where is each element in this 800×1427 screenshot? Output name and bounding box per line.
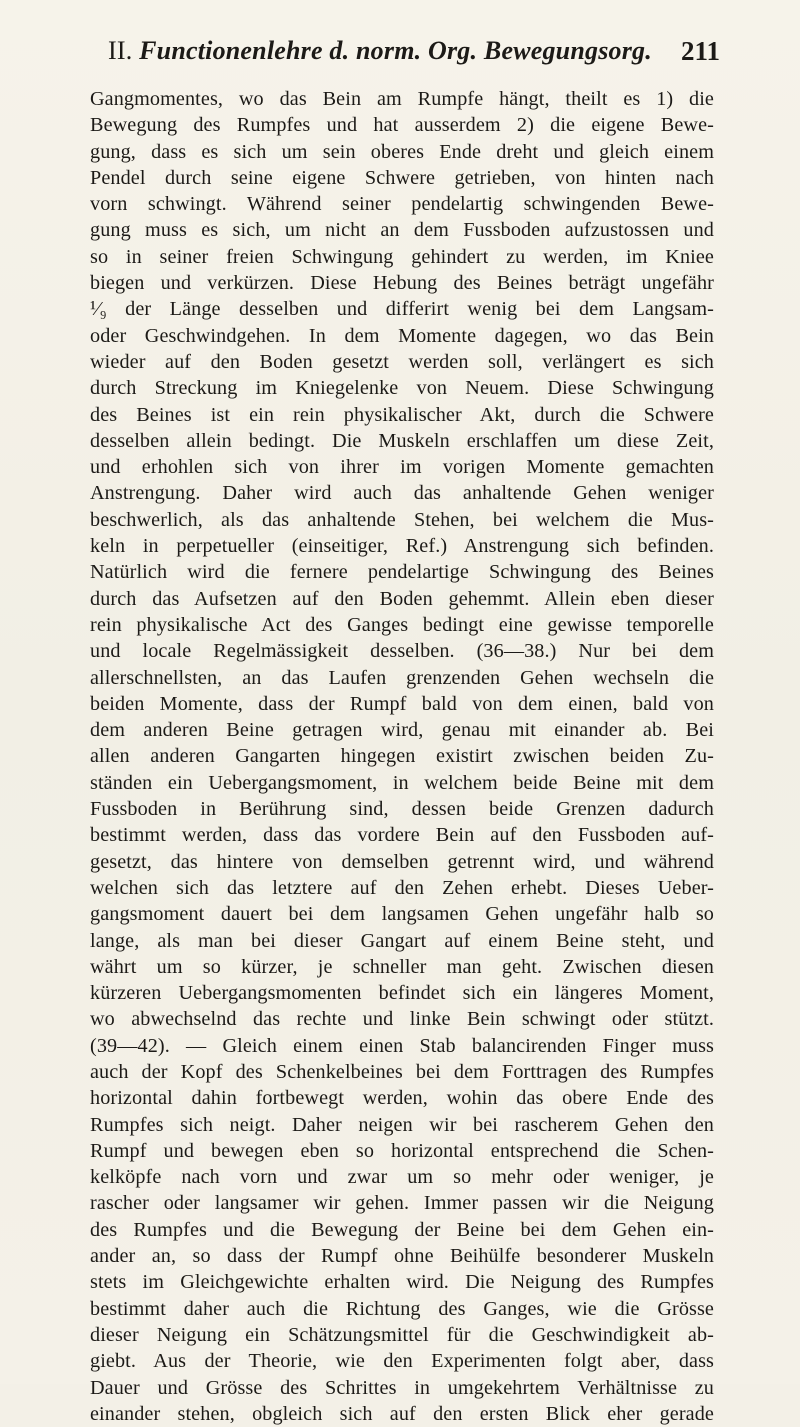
- text-line: währt um so kürzer, je schneller man geht. Zwischen diesen: [90, 955, 714, 978]
- text-line: rascher oder langsamer wir gehen. Immer passen wir die Neigung: [90, 1192, 714, 1215]
- body-text: [90, 86, 714, 1427]
- text-line: ¹⁄₉ der Länge desselben und differirt wenig bei dem Langsam-: [90, 298, 714, 321]
- text-line: so in seiner freien Schwingung gehindert zu werden, im Kniee: [90, 245, 714, 268]
- text-line: (39—42). — Gleich einem einen Stab balancirenden Finger muss: [90, 1034, 714, 1057]
- text-line: durch das Aufsetzen auf den Boden gehemmt. Allein eben dieser: [90, 587, 714, 610]
- running-head-title-group: [108, 36, 652, 66]
- text-line: des Rumpfes und die Bewegung der Beine bei dem Gehen ein-: [90, 1218, 714, 1241]
- text-line: wieder auf den Boden gesetzt werden soll, verlängert es sich: [90, 350, 714, 373]
- text-line: keln in perpetueller (einseitiger, Ref.) Anstrengung sich befinden.: [90, 535, 714, 558]
- text-line: Rumpfes sich neigt. Daher neigen wir bei rascherem Gehen den: [90, 1113, 714, 1136]
- text-line: einander stehen, obgleich sich auf den ersten Blick eher gerade: [90, 1402, 714, 1425]
- section-number: II.: [108, 36, 133, 65]
- text-line: Fussboden in Berührung sind, dessen beide Grenzen dadurch: [90, 798, 714, 821]
- text-line: Natürlich wird die fernere pendelartige Schwingung des Beines: [90, 561, 714, 584]
- text-line: kürzeren Uebergangsmomenten befindet sich ein längeres Moment,: [90, 982, 714, 1005]
- text-line: lange, als man bei dieser Gangart auf einem Beine steht, und: [90, 929, 714, 952]
- text-line: desselben allein bedingt. Die Muskeln erschlaffen um diese Zeit,: [90, 429, 714, 452]
- text-line: gung, dass es sich um sein oberes Ende dreht und gleich einem: [90, 140, 714, 163]
- text-line: auch der Kopf des Schenkelbeines bei dem Forttragen des Rumpfes: [90, 1060, 714, 1083]
- text-line: gung muss es sich, um nicht an dem Fussboden aufzustossen und: [90, 219, 714, 242]
- text-line: vorn schwingt. Während seiner pendelartig schwingenden Bewe-: [90, 193, 714, 216]
- text-line: oder Geschwindgehen. In dem Momente dagegen, wo das Bein: [90, 324, 714, 347]
- text-line: beschwerlich, als das anhaltende Stehen, bei welchem die Mus-: [90, 508, 714, 531]
- page-number: 211: [680, 36, 720, 66]
- text-line: rein physikalische Act des Ganges bedingt eine gewisse temporelle: [90, 613, 714, 636]
- text-line: Anstrengung. Daher wird auch das anhaltende Gehen weniger: [90, 482, 714, 505]
- text-line: horizontal dahin fortbewegt werden, wohin das obere Ende des: [90, 1087, 714, 1110]
- text-line: wo abwechselnd das rechte und linke Bein schwingt oder stützt.: [90, 1008, 714, 1031]
- text-line: Gangmomentes, wo das Bein am Rumpfe hängt, theilt es 1) die: [90, 88, 714, 110]
- text-line: Bewegung des Rumpfes und hat ausserdem 2) die eigene Bewe-: [90, 114, 714, 137]
- text-line: gangsmoment dauert bei dem langsamen Gehen ungefähr halb so: [90, 903, 714, 926]
- text-line: kelköpfe nach vorn und zwar um so mehr oder weniger, je: [90, 1166, 714, 1189]
- running-head-title: Functionenlehre d. norm. Org. Bewegungsorg.: [139, 36, 652, 65]
- text-line: welchen sich das letztere auf den Zehen erhebt. Dieses Ueber-: [90, 876, 714, 899]
- text-line: gesetzt, das hintere von demselben getrennt wird, und während: [90, 850, 714, 873]
- text-line: allerschnellsten, an das Laufen grenzenden Gehen wechseln die: [90, 666, 714, 689]
- text-line: bestimmt daher auch die Richtung des Ganges, wie die Grösse: [90, 1297, 714, 1320]
- text-line: ander an, so dass der Rumpf ohne Beihülfe besonderer Muskeln: [90, 1245, 714, 1268]
- running-head: [88, 36, 720, 66]
- text-line: biegen und verkürzen. Diese Hebung des Beines beträgt ungefähr: [90, 272, 714, 295]
- text-line: Dauer und Grösse des Schrittes in umgekehrtem Verhältnisse zu: [90, 1376, 714, 1399]
- text-line: des Beines ist ein rein physikalischer Akt, durch die Schwere: [90, 403, 714, 426]
- text-line: allen anderen Gangarten hingegen existirt zwischen beiden Zu-: [90, 745, 714, 768]
- text-line: Pendel durch seine eigene Schwere getrieben, von hinten nach: [90, 166, 714, 189]
- text-line: und erhohlen sich von ihrer im vorigen Momente gemachten: [90, 456, 714, 479]
- text-line: stets im Gleichgewichte erhalten wird. Die Neigung des Rumpfes: [90, 1271, 714, 1294]
- text-line: giebt. Aus der Theorie, wie den Experimenten folgt aber, dass: [90, 1350, 714, 1373]
- text-line: bestimmt werden, dass das vordere Bein auf den Fussboden auf-: [90, 824, 714, 847]
- text-line: dem anderen Beine getragen wird, genau mit einander ab. Bei: [90, 719, 714, 742]
- text-line: durch Streckung im Kniegelenke von Neuem. Diese Schwingung: [90, 377, 714, 400]
- text-line: Rumpf und bewegen eben so horizontal entsprechend die Schen-: [90, 1139, 714, 1162]
- text-line: und locale Regelmässigkeit desselben. (36—38.) Nur bei dem: [90, 640, 714, 663]
- text-line: beiden Momente, dass der Rumpf bald von dem einen, bald von: [90, 692, 714, 715]
- text-line: ständen ein Uebergangsmoment, in welchem beide Beine mit dem: [90, 771, 714, 794]
- text-line: dieser Neigung ein Schätzungsmittel für die Geschwindigkeit ab-: [90, 1323, 714, 1346]
